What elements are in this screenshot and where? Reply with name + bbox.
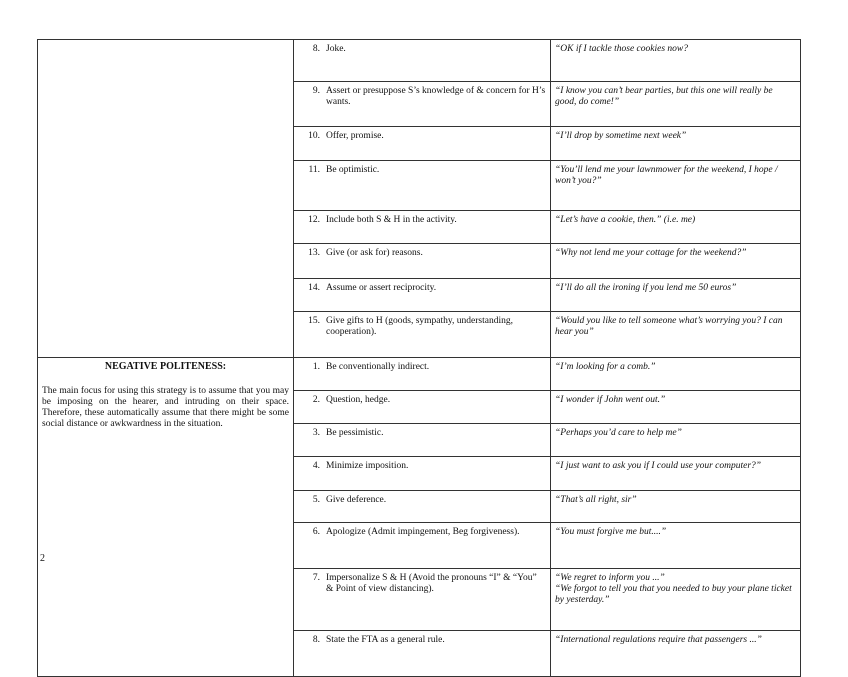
strategy-text: Assert or presuppose S’s knowledge of & concern for H’s wants. [326, 86, 546, 107]
strategy-number: 8. [312, 635, 320, 645]
strategy-cell [294, 127, 551, 161]
strategy-cell [294, 279, 551, 312]
strategy-cell [294, 569, 551, 631]
example-cell [551, 82, 801, 127]
strategy-number: 12. [308, 215, 320, 225]
strategy-cell [294, 40, 551, 82]
strategy-number: 10. [308, 131, 320, 141]
strategy-text: Offer, promise. [326, 131, 384, 141]
strategy [298, 165, 546, 176]
strategy-cell [294, 424, 551, 457]
strategy-text: Joke. [326, 44, 346, 54]
strategy-cell [294, 457, 551, 491]
strategy [298, 495, 546, 506]
strategy-number: 11. [308, 165, 320, 175]
example-line: “Let’s have a cookie, then.” (i.e. me) [555, 215, 696, 225]
example-line: “I know you can’t bear parties, but this one will really be good, do come!” [555, 86, 773, 107]
example-cell [551, 244, 801, 279]
strategy-number: 13. [308, 248, 320, 258]
example-cell [551, 279, 801, 312]
strategy-text: Give deference. [326, 495, 387, 505]
strategy-number: 15. [308, 316, 320, 326]
example-cell [551, 127, 801, 161]
example-line: “International regulations require that passengers ...” [555, 635, 762, 645]
strategy-number: 2. [312, 395, 320, 405]
strategy [298, 248, 546, 259]
example-cell [551, 631, 801, 677]
example-cell [551, 358, 801, 391]
example-cell [551, 161, 801, 211]
strategy-text: Question, hedge. [326, 395, 391, 405]
strategy-cell [294, 523, 551, 569]
example-line: “Why not lend me your cottage for the weekend?” [555, 248, 747, 258]
example-line: “Would you like to tell someone what’s worrying you? I can hear you” [555, 316, 783, 337]
strategy [298, 527, 546, 538]
example-line: “I wonder if John went out.” [555, 395, 666, 405]
strategy-text: Impersonalize S & H (Avoid the pronouns “I” & “You” & Point of view distancing). [326, 573, 537, 594]
example-cell [551, 312, 801, 358]
example-line: “I’ll drop by sometime next week” [555, 131, 687, 141]
strategy-number: 9. [312, 86, 320, 96]
strategy-cell [294, 631, 551, 677]
strategy-number: 4. [312, 461, 320, 471]
strategy-text: Be optimistic. [326, 165, 380, 175]
strategy [298, 86, 546, 108]
strategy-number: 6. [312, 527, 320, 537]
example-line: “Perhaps you’d care to help me” [555, 428, 682, 438]
example-cell [551, 457, 801, 491]
negative-politeness-cell [38, 358, 294, 677]
example-line: “I’m looking for a comb.” [555, 362, 656, 372]
example-line: “I just want to ask you if I could use your computer?” [555, 461, 762, 471]
strategy-cell [294, 491, 551, 523]
strategy-text: State the FTA as a general rule. [326, 635, 445, 645]
example-cell [551, 523, 801, 569]
example-cell [551, 491, 801, 523]
strategy [298, 362, 546, 373]
example-line: “That’s all right, sir” [555, 495, 637, 505]
strategy-cell [294, 82, 551, 127]
strategy-number: 1. [312, 362, 320, 372]
strategy-number: 5. [312, 495, 320, 505]
table-row [38, 358, 801, 391]
strategy-text: Be conventionally indirect. [326, 362, 430, 372]
strategy-text: Assume or assert reciprocity. [326, 283, 437, 293]
strategy-text: Include both S & H in the activity. [326, 215, 457, 225]
strategy-cell [294, 211, 551, 244]
strategy-text: Be pessimistic. [326, 428, 384, 438]
example-line: “You must forgive me but....” [555, 527, 667, 537]
strategy [298, 461, 546, 472]
example-line: “I’ll do all the ironing if you lend me 50 euros” [555, 283, 737, 293]
strategy-cell [294, 161, 551, 211]
strategy [298, 395, 546, 406]
strategy [298, 283, 546, 294]
strategy [298, 316, 546, 338]
example-cell [551, 40, 801, 82]
section-description: The main focus for using this strategy is to assume that you may be imposing on the hearer, and intruding on their space. Therefore, these automatically assume that there might be some social distance or awkwardness in the situation. [42, 386, 289, 429]
example-line: “OK if I tackle those cookies now? [555, 44, 688, 54]
strategy-text: Minimize imposition. [326, 461, 409, 471]
example-cell [551, 211, 801, 244]
strategy-text: Give (or ask for) reasons. [326, 248, 423, 258]
strategy [298, 573, 546, 595]
positive-politeness-cell [38, 40, 294, 358]
strategy [298, 215, 546, 226]
page-number: 2 [40, 553, 45, 564]
strategy-number: 3. [312, 428, 320, 438]
politeness-strategies-table [37, 39, 801, 677]
example-line: “We regret to inform you ...” [555, 573, 665, 583]
strategy [298, 131, 546, 142]
strategy [298, 428, 546, 439]
strategy-cell [294, 312, 551, 358]
example-cell [551, 569, 801, 631]
strategy-number: 8. [312, 44, 320, 54]
strategy-text: Give gifts to H (goods, sympathy, understanding, cooperation). [326, 316, 513, 337]
strategy-cell [294, 358, 551, 391]
example-cell [551, 424, 801, 457]
strategy [298, 635, 546, 646]
example-line: “You’ll lend me your lawnmower for the weekend, I hope / won’t you?” [555, 165, 778, 186]
section-heading: NEGATIVE POLITENESS: [104, 361, 227, 372]
strategy-number: 7. [312, 573, 320, 583]
example-cell [551, 391, 801, 424]
strategy-cell [294, 244, 551, 279]
strategy-cell [294, 391, 551, 424]
example-line: “We forgot to tell you that you needed to buy your plane ticket by yesterday.” [555, 584, 792, 605]
strategy-text: Apologize (Admit impingement, Beg forgiveness). [326, 527, 520, 537]
strategy [298, 44, 546, 55]
strategy-number: 14. [308, 283, 320, 293]
table-row [38, 40, 801, 82]
